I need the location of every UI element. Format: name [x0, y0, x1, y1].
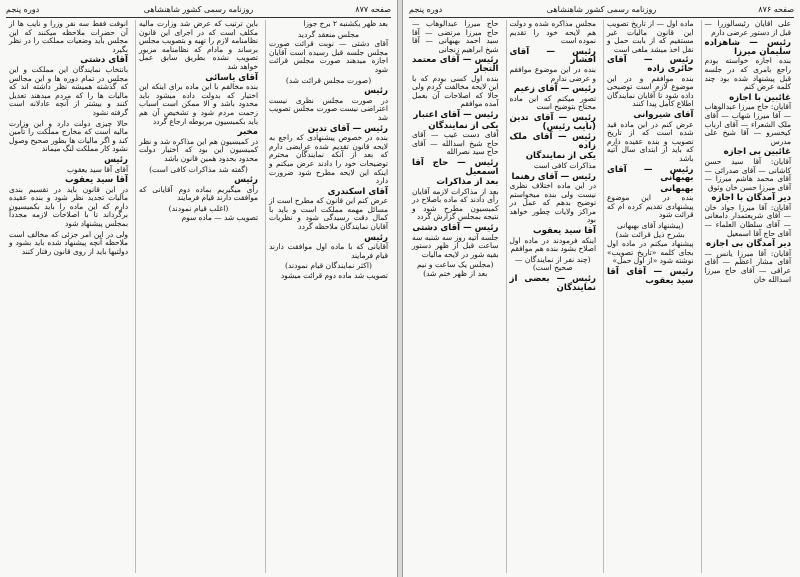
centered-note: (پیشنهاد آقای بهبهانی بشرح ذیل قرائت شد)	[615, 221, 685, 239]
paragraph: ماده اول — از تاریخ تصویب این قانون مالیات غیر مستقیم که از بابت حمل و نقل اخذ میشد ملغی است	[607, 20, 694, 54]
speaker-heading: آقای دشتی	[80, 55, 128, 66]
speaker-heading: رئیس — آقای حائری زاده	[607, 55, 694, 74]
paragraph: عرض کنم این قانون که مطرح است از مسائل مهمه مملکت است و باید با کمال دقت رسیدگی شود و نظریات آقایان نمایندگان ملاحظه گردد	[269, 196, 388, 232]
speaker-heading: رئیس — آقای افشار	[509, 46, 596, 66]
speaker-heading: آقا سید یعقوب	[65, 175, 128, 186]
paragraph: بعد ظهر یکشنبه ۲ برج جوزا	[303, 20, 388, 28]
paragraph: رأی میگیریم بماده دوم آقایانی که موافقت دارند قیام فرمایند	[139, 184, 258, 203]
speaker-heading: رئیس — آقای تدین	[307, 123, 388, 134]
header-title: روزنامه رسمی کشور شاهنشاهی	[546, 5, 657, 14]
speaker-heading: رئیس — آقای تدین (نایب رئیس)	[509, 112, 596, 132]
paragraph: در صورت مجلس نظری نیست اعتراضی نیست صورت مجلس تصویب شد	[269, 95, 388, 122]
paragraph: تصور میکنم که این ماده محتاج بتوضیح است	[509, 93, 596, 112]
centered-note: (مجلس یک ساعت و نیم بعد از ظهر ختم شد)	[417, 260, 494, 279]
paragraph: آقای دست غیب — آقای حاج شیخ اسدالله — آقای حاج سید نصرالله	[412, 130, 499, 157]
paragraph: تصویب شد ماده دوم قرائت میشود	[280, 271, 388, 281]
paragraph: آقایان: آقا میرزا جواد خان — آقای شریعتمدار دامغانی — آقای سلطان العلماء — آقای حاج آقا اسمعیل	[704, 202, 791, 238]
paragraph: حاج میرزا عبدالوهاب — حاج میرزا مرتضی — آقا سید احمد بهبهانی — آقا شیخ ابراهیم زنجانی	[412, 20, 499, 54]
centered-note: (صورت مجلس قرائت شد)	[285, 75, 372, 85]
centered-note: (اغلب قیام نمودند)	[168, 203, 229, 213]
centered-note: (چند نفر از نمایندگان — صحیح است)	[514, 254, 591, 273]
speaker-heading: غائبین بی اجازه	[723, 147, 791, 158]
speaker-heading: رئیس — آقای دشتی	[412, 223, 499, 234]
speaker-heading: آقای یاسائی	[205, 72, 258, 83]
centered-note: مجلس منعقد گردید	[297, 29, 360, 39]
paragraph: مذاکرات کافی است	[533, 160, 596, 170]
left-columns	[6, 20, 391, 573]
paragraph: در این ماده اختلاف نظری نیست ولی بنده میخواستم توضیح بدهم که عمل در مراکز ولایات چطور خواهد بود	[509, 181, 596, 225]
paragraph: آقای دشتی — نوبت قرائت صورت مجلس جلسه قبل رسیده است آقایان اجازه میدهند صورت مجلس قرائت شود	[269, 39, 388, 74]
text-column	[701, 20, 795, 573]
speaker-heading: آقا سید یعقوب	[533, 226, 596, 237]
speaker-heading: رئیس — آقای آقا سید یعقوب	[607, 267, 694, 286]
paragraph: اینکه فرمودند در ماده اول اصلاح بشود بنده هم موافقم	[509, 235, 596, 254]
speaker-heading: رئیس	[364, 86, 388, 97]
paragraph: تصویب شد — ماده سوم	[181, 213, 258, 223]
paragraph: آقای آقا سید یعقوب	[67, 164, 128, 174]
speaker-heading: رئیس	[234, 175, 258, 186]
paragraph: آقایان: آقا میرزا یانس — آقای مشار اعظم — آقای عراقی — آقای حاج میرزا اسدالله خان	[704, 248, 791, 284]
page-header	[409, 3, 794, 18]
paragraph: ولی در این امر جزئی که مخالف است ملاحظه آنچه پیشنهاد شده باید بشود و دولتیها باید از روی قانون رفتار کنند	[9, 229, 128, 256]
speaker-heading: دیر آمدگان بی اجازه	[705, 239, 791, 250]
text-column	[506, 20, 600, 573]
speaker-heading: رئیس	[364, 232, 388, 243]
speaker-heading: غائبین با اجازه	[729, 92, 791, 103]
speaker-heading: دیر آمدگان با اجازه	[711, 193, 791, 204]
paragraph: جلسه آتیه روز سه شنبه سه ساعت قبل از ظهر دستور بقیه شور در لایحه مالیات	[412, 232, 499, 259]
paragraph: بنده اجازه خواسته بودم راجع بامری که در جلسه قبل پیشنهاد شده بود چند کلمه عرض کنم	[704, 56, 791, 92]
speaker-heading: آقای اسکندری	[327, 186, 388, 197]
header-page-number: صفحه ۸۷۶	[758, 5, 794, 14]
right-columns	[409, 20, 794, 573]
header-title: روزنامه رسمی کشور شاهنشاهی	[143, 5, 254, 14]
paragraph: بانتخاب نمایندگان این مملکت و این مجلس در تمام دوره ها و این مجالس که گذشته همیشه نظر داشته اند که مالیات ها را که مردم میدهند تعدیل کنند و بیشتر از آنچه عادلانه است گرفته نشود	[9, 64, 128, 117]
header-period: دوره پنجم	[409, 5, 443, 14]
paragraph: پیشنهاد میکنم در ماده اول بجای کلمه «تاریخ تصویب» نوشته شود «از اول حمل»	[607, 239, 694, 266]
paragraph: حالا چیزی دولت دارد و این وزارت مالیه است که مخارج مملکت را تأمین کند و اگر مالیات ها بطور صحیح وصول نشود کار مملکت لنگ میماند	[9, 118, 128, 154]
paragraph: در کمیسیون هم این مذاکره شد و نظر کمیسیون این بود که اختیار دولت محدود بحدود همین قانون باشد	[139, 136, 258, 163]
speaker-heading: رئیس	[104, 154, 128, 165]
paragraph: عرض کنم در این ماده قید شده است که از تاریخ تصویب و بنده عقیده دارم که باید از ابتدای سال آتیه باشد	[607, 119, 694, 163]
speaker-heading: رئیس — شاهزاده سلیمان میرزا	[704, 38, 791, 57]
speaker-heading: بهبهانی	[660, 183, 694, 194]
paragraph: بنده موافقم و در این موضوع لازم است توضیحی داده شود تا آقایان نمایندگان اطلاع کامل پیدا کنند	[607, 73, 694, 109]
paragraph: بنده مخالفم با این ماده برای اینکه این اختیار که بدولت داده میشود باید محدود باشد و الا ممکن است اسباب زحمت مردم شود و تشخیص آن هم باید بکمیسیون مربوطه ارجاع گردد	[139, 82, 258, 126]
centered-note: (گفته شد مذاکرات کافی است)	[149, 164, 248, 174]
paragraph: آقایان: حاج میرزا عبدالوهاب — آقا میرزا شهاب — آقای ملک الشعراء — آقای ارباب کیخسرو — آقا شیخ علی مدرس	[704, 102, 791, 146]
speaker-heading: رئیس — آقای اعتبار	[413, 109, 499, 120]
speaker-heading: رئیس — آقای بهبهانی	[607, 164, 694, 184]
paragraph: مجلس مذاکره شده و دولت هم لایحه خود را تقدیم نموده است	[509, 20, 596, 46]
page-header	[6, 3, 391, 18]
paragraph: بنده در خصوص پیشنهادی که راجع به لایحه قانون تقدیم شده عرایضی دارم که بعد از آنکه نمایندگان محترم توضیحات خود را دادند عرض میکنم و اینکه این لایحه مطرح شود ضرورت دارد	[269, 133, 388, 186]
speaker-heading: یکی از نمایندگان	[428, 120, 499, 131]
text-column	[409, 20, 502, 573]
paragraph: بنده در این موضوع موافقم و عرضی ندارم	[509, 64, 596, 83]
text-column	[6, 20, 131, 573]
text-column	[135, 20, 261, 573]
speaker-heading: رئیس — بعضی از نمایندگان	[509, 274, 596, 293]
header-page-number: صفحه ۸۷۷	[355, 5, 391, 14]
speaker-heading: رئیس — آقای معتمد التجار	[412, 55, 499, 74]
text-column	[603, 20, 697, 573]
paragraph: در این قانون باید در تقسیم بندی مالیات تجدید نظر شود و بنده عقیده دارم که این ماده را باید بکمیسیون برگرداند تا با اصلاحات لازمه مجدداً بمجلس پیشنهاد شود	[9, 184, 128, 229]
paragraph: آنوقت فقط سه نفر وزرا و نایب ها از آن حضرات ملاحظه میکنند که این مجلس باید وضعیات مملکت را در نظر بگیرد	[9, 20, 128, 54]
speaker-heading: رئیس — آقای رهنما	[511, 171, 596, 182]
header-period: دوره پنجم	[6, 5, 40, 14]
paragraph: بعد از مذاکرات لازمه آقایان رأی دادند که ماده باصلاح در کمیسیون مطرح شود و نتیجه بمجلس گزارش گردد	[412, 186, 499, 222]
speaker-heading: مخبر	[237, 127, 258, 138]
text-column	[265, 20, 391, 573]
right-page	[402, 0, 800, 577]
paragraph: بنده در این موضوع پیشنهادی تقدیم کرده ام که قرائت شود	[607, 193, 694, 220]
paragraph: آقایان: آقا سید حسن کاشانی — آقای صدرائی — آقای محمد هاشم میرزا — آقای میرزا حسن خان وثوق	[704, 156, 791, 192]
paragraph: باین ترتیب که عرض شد وزارت مالیه مکلف است که در اجرای این قانون نظامنامه لازم را تهیه و بتصویب مجلس برساند و مادام که نظامنامه مزبور تصویب نشده بطریق سابق عمل خواهد شد	[139, 20, 258, 71]
paragraph: آقایانی که با ماده اول موافقت دارند قیام فرمایند	[269, 242, 388, 260]
speaker-heading: رئیس — آقای زعیم	[513, 84, 596, 95]
speaker-heading: رئیس — آقای ملک زاده	[509, 132, 596, 151]
centered-note: (اکثر نمایندگان قیام نمودند)	[285, 261, 372, 271]
left-page	[0, 0, 398, 577]
speaker-heading: یکی از نمایندگان	[525, 151, 596, 162]
speaker-heading: رئیس — حاج آقا اسمعیل	[412, 157, 499, 177]
paragraph: بنده اول کسی بودم که با این لایحه مخالفت کردم ولی حالا که اصلاحات آن بعمل آمده موافقم	[412, 73, 499, 109]
speaker-heading: آقای شیروانی	[633, 109, 694, 120]
paragraph: علی آقایان رئیسالوزرا — قبل از دستور عرضی دارم	[704, 20, 791, 37]
speaker-heading: بعد از مذاکرات	[436, 177, 499, 188]
